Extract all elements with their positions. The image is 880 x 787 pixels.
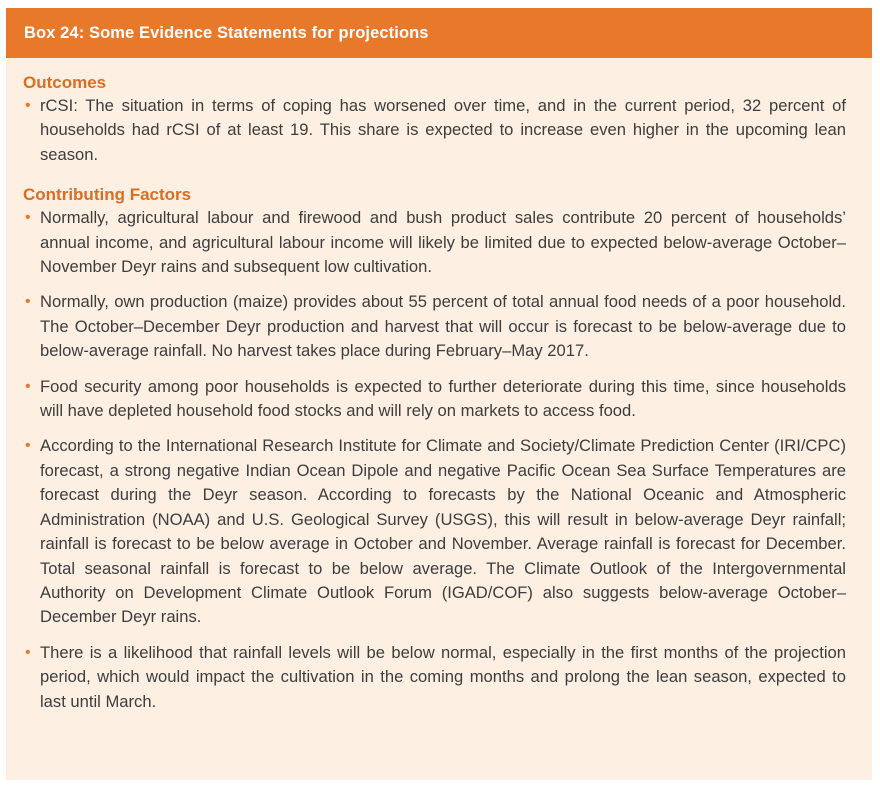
box-body: [6, 58, 872, 714]
bullet-icon: •: [25, 293, 31, 311]
evidence-box: [6, 8, 872, 780]
list-item: [23, 290, 846, 363]
box-title: Box 24: Some Evidence Statements for projections: [24, 23, 429, 42]
bullet-icon: •: [25, 97, 31, 114]
factor-text: Normally, own production (maize) provides about 55 percent of total annual food needs of a poor household. The October–December Deyr production and harvest that will occur is forecast to be below-average due to below-average rainfall. No harvest takes place during February–May 2017.: [40, 292, 846, 361]
contributing-factors-list: [23, 206, 846, 714]
box-header: [6, 8, 872, 58]
outcomes-heading: Outcomes: [23, 73, 107, 92]
factor-text: Food security among poor households is expected to further deteriorate during this time, since households will have depleted household food stocks and will rely on markets to access food.: [40, 376, 846, 421]
factor-text: According to the International Research Institute for Climate and Society/Climate Prediction Center (IRI/CPC) forecast, a strong negative Indian Ocean Dipole and negative Pacific Ocean Sea Surface Temperatures are forecast during the Deyr season. According to forecasts by the National Oceanic and Atmospheric Administration (NOAA) and U.S. Geological Survey (USGS), this will result in below-average Deyr rainfall; rainfall is forecast to be below average in October and November. Average rainfall is forecast for December. Total seasonal rainfall is forecast to be below average. The Climate Outlook of the Intergovernmental Authority on Development Climate Outlook Forum (IGAD/COF) also suggests below-average October–December Deyr rains.: [40, 436, 846, 627]
factor-text: There is a likelihood that rainfall levels will be below normal, especially in the first months of the projection period, which would impact the cultivation in the coming months and prolong the lean season, expected to last until March.: [40, 642, 846, 711]
outcome-text: rCSI: The situation in terms of coping has worsened over time, and in the current period, 32 percent of households had rCSI of at least 19. This share is expected to increase even higher in the upcoming lean season.: [40, 96, 846, 164]
bullet-icon: •: [25, 643, 31, 661]
factor-text: Normally, agricultural labour and firewood and bush product sales contribute 20 percent of households’ annual income, and agricultural labour income will likely be limited due to expected below-average October–November Deyr rains and subsequent low cultivation.: [40, 208, 846, 277]
bullet-icon: •: [25, 377, 31, 395]
contributing-factors-heading: Contributing Factors: [23, 185, 192, 205]
outcomes-list: [23, 94, 846, 167]
bullet-icon: •: [25, 437, 31, 455]
bullet-icon: •: [25, 209, 31, 227]
list-item: [23, 94, 846, 167]
list-item: [23, 375, 846, 424]
list-item: [23, 206, 846, 279]
list-item: [23, 434, 846, 629]
list-item: [23, 641, 846, 714]
